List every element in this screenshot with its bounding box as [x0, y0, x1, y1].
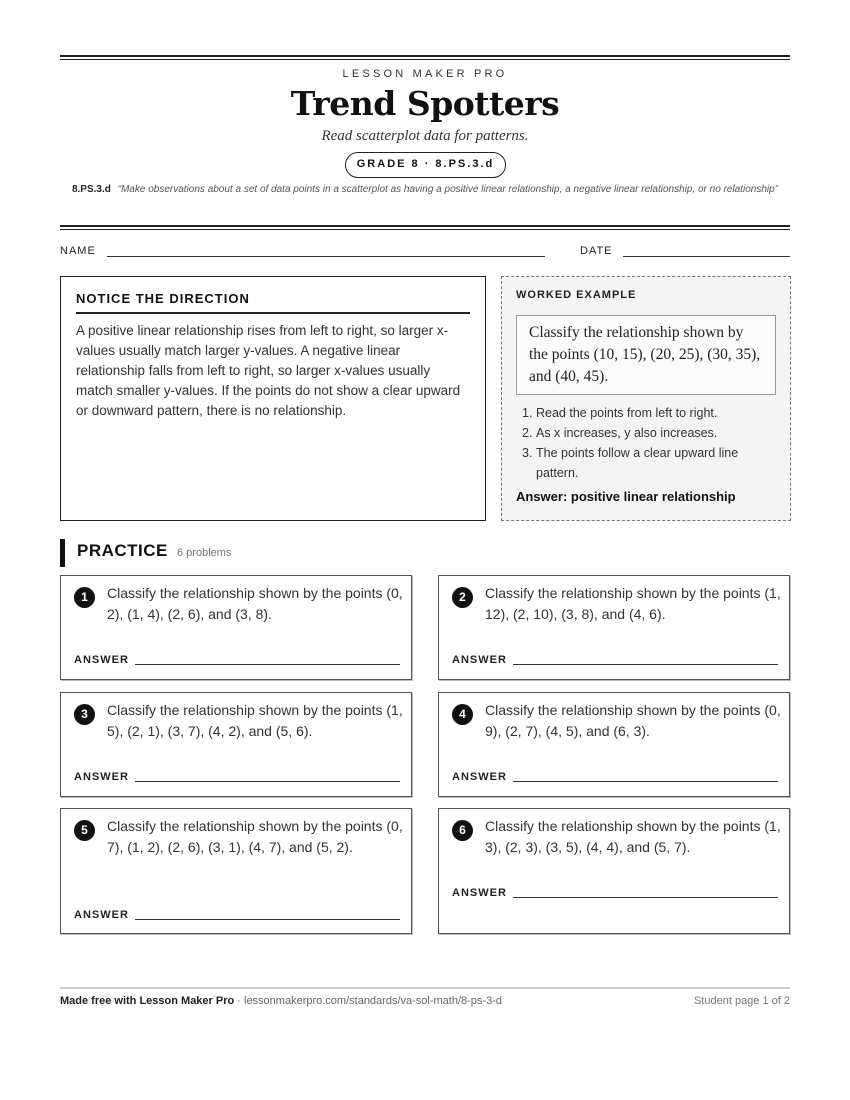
problem-number-badge: 5 [74, 820, 95, 841]
problem-text: Classify the relationship shown by the points (1, 12), (2, 10), (3, 8), and (4, 6). [485, 585, 781, 622]
answer-label: ANSWER [452, 887, 507, 899]
notice-body: A positive linear relationship rises from left to right, so larger x-values usually match larger y-values. A negative linear relationship falls from left to right, so larger x-values usually match smaller y-values. If the points do not show a clear upward or downward pattern, there is no relationship. [76, 323, 461, 418]
date-label: DATE [580, 245, 613, 257]
footer-made-with: Made free with Lesson Maker Pro [60, 995, 235, 1007]
worked-step: 3. The points follow a clear upward line pattern. [522, 446, 739, 480]
practice-accent-bar [60, 539, 65, 567]
worked-example-box [501, 276, 791, 521]
page-subtitle: Read scatterplot data for patterns. [321, 128, 529, 144]
problem-card [438, 575, 790, 680]
answer-field[interactable] [513, 781, 778, 782]
problem-card [60, 808, 412, 934]
answer-field[interactable] [513, 664, 778, 665]
standard-statement [60, 182, 790, 198]
date-field[interactable] [623, 256, 790, 257]
student-fields [60, 245, 790, 261]
footer-credit [60, 995, 502, 1007]
problem-number-badge: 3 [74, 704, 95, 725]
problem-text: Classify the relationship shown by the points (0, 2), (1, 4), (2, 6), and (3, 8). [107, 585, 403, 622]
footer-url[interactable]: · lessonmakerpro.com/standards/va-sol-math/8-ps-3-d [234, 995, 502, 1007]
answer-field[interactable] [135, 919, 400, 920]
answer-label: ANSWER [74, 771, 129, 783]
brand-name: LESSON MAKER PRO [342, 68, 508, 80]
problem-number-badge: 1 [74, 587, 95, 608]
name-label: NAME [60, 245, 96, 257]
name-field[interactable] [107, 256, 545, 257]
grade-badge: GRADE 8 · 8.PS.3.d [345, 152, 506, 178]
practice-title: PRACTICE [77, 541, 168, 560]
problem-card [60, 692, 412, 797]
worked-example-steps [516, 403, 776, 483]
footer-page-number: Student page 1 of 2 [693, 995, 790, 1007]
practice-count: 6 problems [177, 547, 232, 559]
notice-box [60, 276, 486, 521]
header-bottom-rule [60, 225, 790, 227]
answer-label: ANSWER [452, 654, 507, 666]
problem-text: Classify the relationship shown by the points (0, 7), (1, 2), (2, 6), (3, 1), (4, 7), and (5, 2). [107, 818, 403, 855]
worked-step: 2. As x increases, y also increases. [522, 426, 718, 440]
notice-heading: NOTICE THE DIRECTION [76, 291, 470, 314]
page-title: Trend Spotters [290, 84, 560, 123]
problem-number-badge: 2 [452, 587, 473, 608]
worked-example-problem: Classify the relationship shown by the points (10, 15), (20, 25), (30, 35), and (40, 45). [516, 315, 776, 395]
worked-example-answer: Answer: positive linear relationship [516, 489, 736, 504]
worksheet-page [60, 0, 790, 1100]
worked-step: 1. Read the points from left to right. [522, 406, 718, 420]
answer-field[interactable] [513, 897, 778, 898]
answer-field[interactable] [135, 781, 400, 782]
problem-card [438, 808, 790, 934]
problem-number-badge: 4 [452, 704, 473, 725]
problem-text: Classify the relationship shown by the points (1, 3), (2, 3), (3, 5), (4, 4), and (5, 7). [485, 818, 781, 855]
problem-card [438, 692, 790, 797]
header-top-rule [60, 55, 790, 57]
problem-number-badge: 6 [452, 820, 473, 841]
answer-field[interactable] [135, 664, 400, 665]
footer-rule [60, 987, 790, 989]
problem-card [60, 575, 412, 680]
answer-label: ANSWER [74, 909, 129, 921]
answer-label: ANSWER [452, 771, 507, 783]
standard-text: “Make observations about a set of data points in a scatterplot as having a positive linear relationship, a negative linear relationship, or no relationship” [117, 184, 779, 195]
standard-code: 8.PS.3.d [71, 184, 111, 195]
problem-text: Classify the relationship shown by the points (1, 5), (2, 1), (3, 7), (4, 2), and (5, 6). [107, 702, 403, 739]
problem-text: Classify the relationship shown by the points (0, 9), (2, 7), (4, 5), and (6, 3). [485, 702, 781, 739]
answer-label: ANSWER [74, 654, 129, 666]
worked-example-heading: WORKED EXAMPLE [516, 289, 637, 301]
